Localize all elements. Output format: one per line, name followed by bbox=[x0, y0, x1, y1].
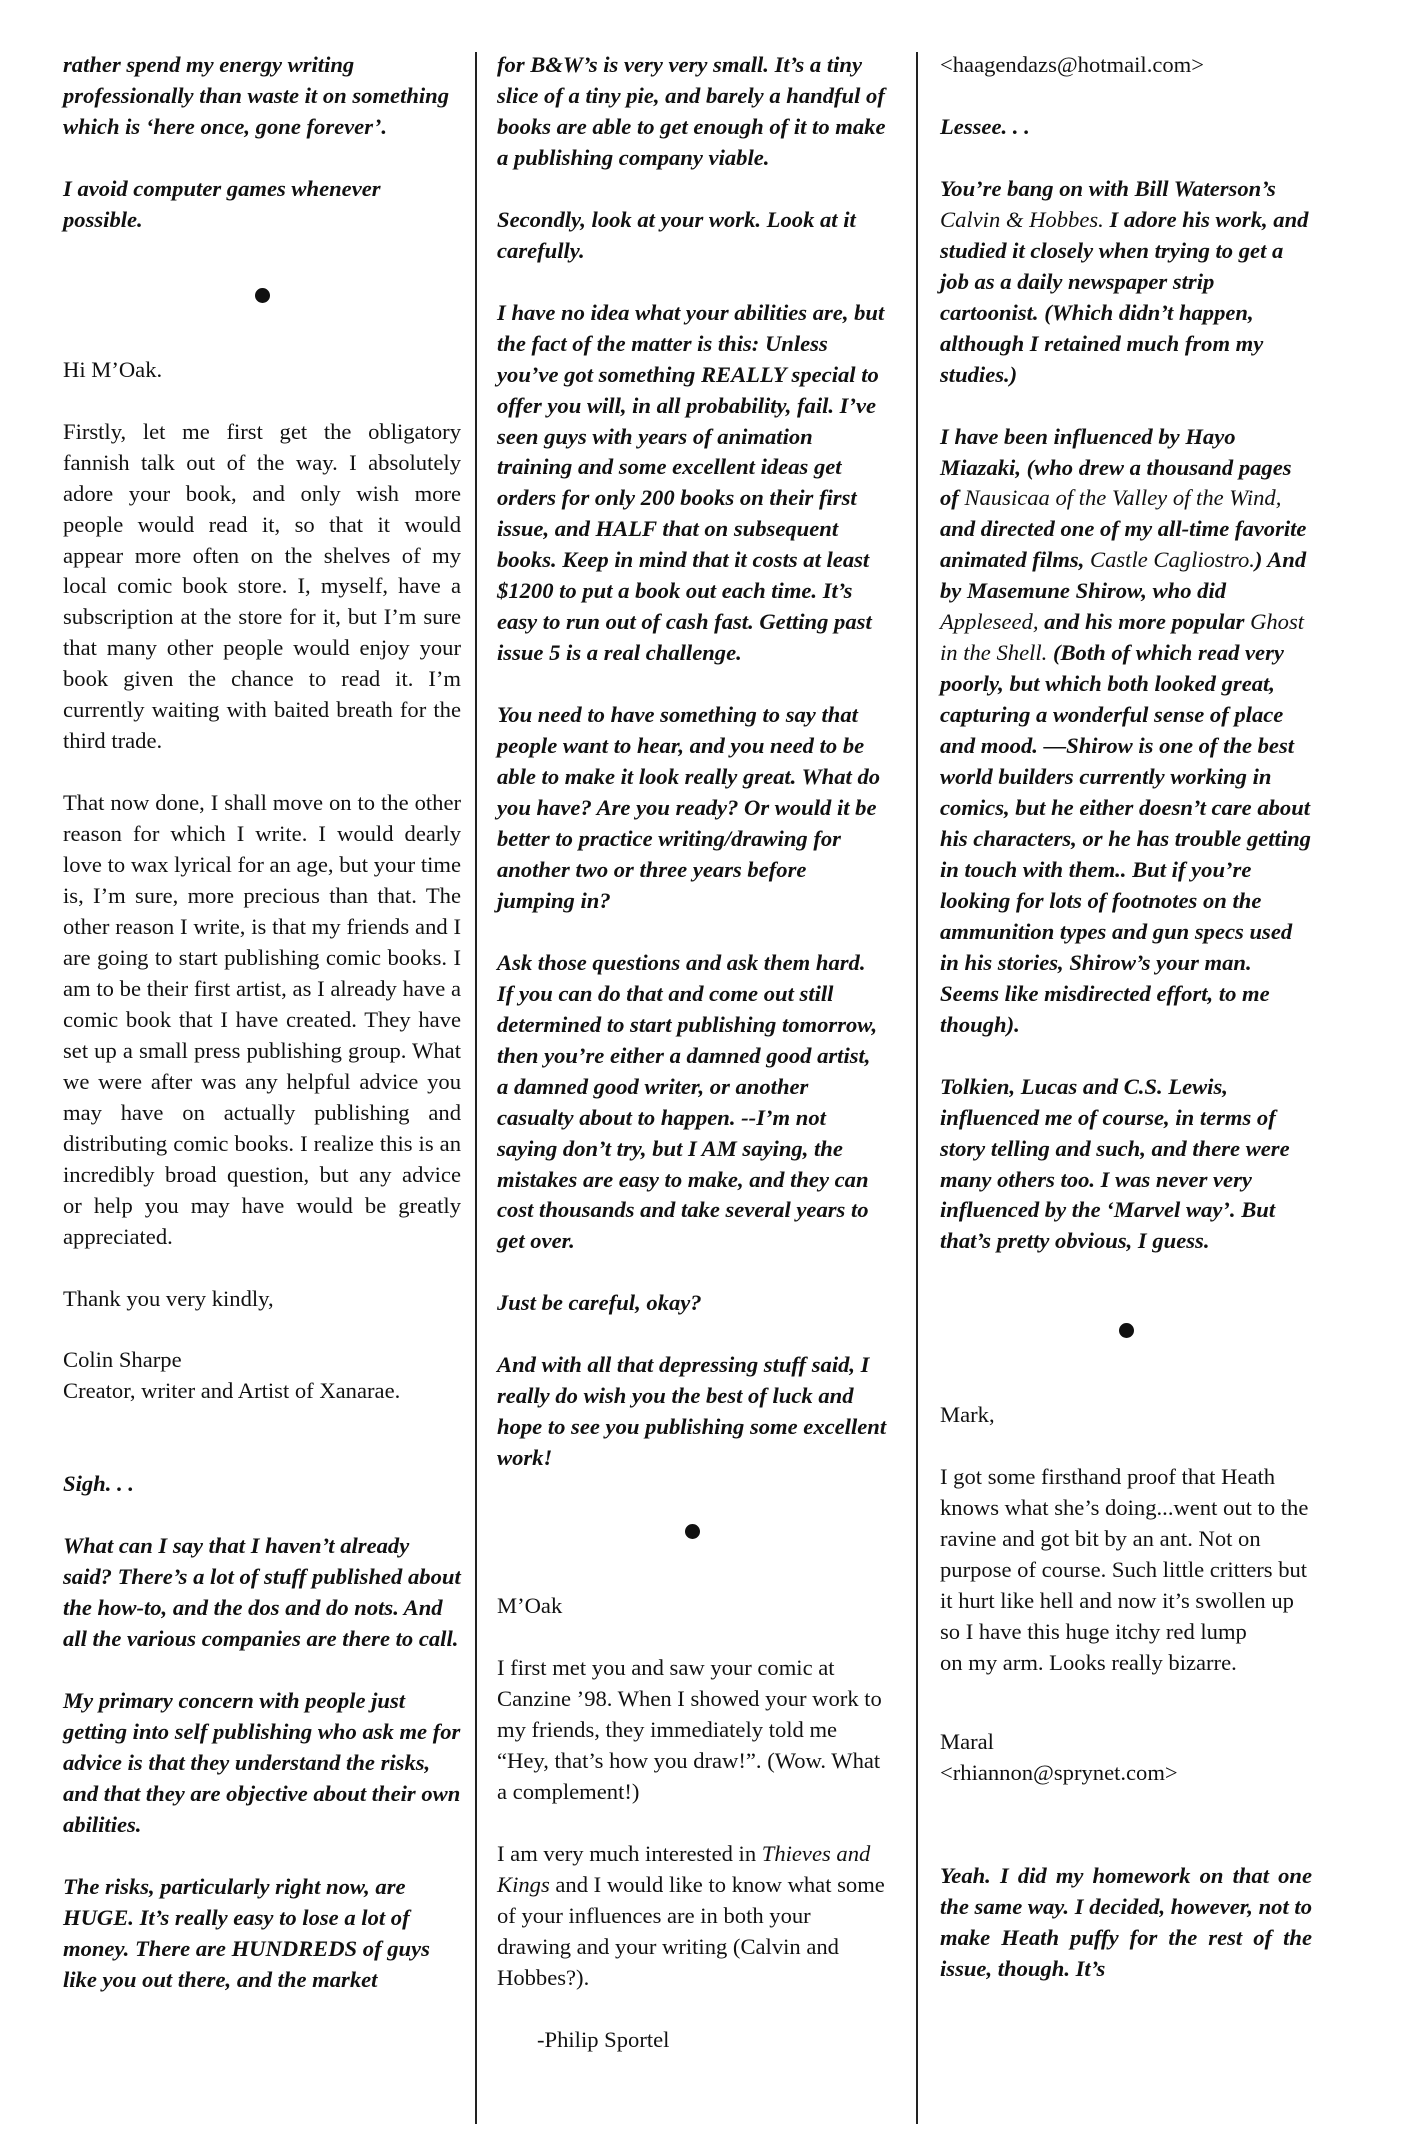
film-title: Castle Cagliostro. bbox=[1090, 547, 1255, 573]
letter-paragraph: I got some firsthand proof that Heath knows what she’s doing...went out to the ravine and got bit by an ant. Not on purpose of course. Such little critters but it hurt like hell and now it’s swollen up so I have this huge itchy red lump on my arm. Looks really bizarre. bbox=[940, 1464, 1309, 1676]
separator-dot-icon bbox=[1119, 1323, 1134, 1338]
letter-paragraph: Firstly, let me first get the obligatory fannish talk out of the way. I absolutely adore your book, and only wish more people would read it, so that it would appear more often on the shelves of my local comic book store. I, myself, have a subscription at the store for it, but I’m sure that many other people would enjoy your book given the chance to read it. I’m currently waiting with baited breath for the third trade. bbox=[63, 418, 461, 754]
editor-reply: Just be careful, okay? bbox=[497, 1290, 702, 1316]
film-title: Nausicaa of the Valley of the Wind, bbox=[964, 485, 1282, 511]
book-title: Thieves and Kings bbox=[497, 1840, 871, 1897]
letter-paragraph: That now done, I shall move on to the other reason for which I write. I would dearly love to wax lyrical for an age, but your time is, I’m sure, more precious than that. The other reason I write, is that my friends and I are going to start publishing comic books. I am to be their first artist, as I already have a comic book that I have created. They have set up a small press publishing group. What we were after was any helpful advice you may have on actually publishing and distributing comic books. I realize this is an incredibly broad question, but any advice or help you may have would be greatly appreciated. bbox=[63, 790, 461, 1249]
editor-reply: You’re bang on with Bill Waterson’s Calvin & Hobbes. I adore his work, and studied it closely when trying to get a job as a daily newspaper strip cartoonist. (Which didn’t happen, although I retained much from my studies.) bbox=[940, 175, 1309, 387]
editor-reply: Lessee. . . bbox=[940, 113, 1030, 139]
editor-reply: You need to have something to say that people want to hear, and you need to be able to make it look really great. What do you have? Are you ready? Or would it be better to practice writing/drawing for another two or three years before jumping in? bbox=[497, 702, 881, 913]
separator-dot-icon bbox=[255, 288, 270, 303]
column-1 bbox=[63, 50, 461, 1996]
editor-reply: Sigh. . . bbox=[63, 1471, 134, 1497]
letter-paragraph: I am very much interested in Thieves and Kings and I would like to know what some of your influences are in both your drawing and your writing (Calvin and Hobbes?). bbox=[497, 1840, 885, 1990]
editor-reply: I have been influenced by Hayo Miazaki, (who drew a thousand pages of Nausicaa of the Valley of the Wind, and directed one of my all-time favorite animated films, Castle Cagliostro.) And by Masemune Shirow, who did Appleseed, and his more popular Ghost in the Shell. (Both of which read very poorly, but which both looked great, capturing a wonderful sense of place and mood. —Shirow is one of the best world builders currently working in comics, but he either doesn’t care about his characters, or he has trouble getting in touch with them.. But if you’re looking for lots of footnotes on the ammunition types and gun specs used in his stories, Shirow’s your man. Seems like misdirected effort, to me though). bbox=[940, 423, 1311, 1037]
column-3 bbox=[940, 50, 1312, 1985]
letter-greeting: M’Oak bbox=[497, 1593, 563, 1619]
editor-reply: I have no idea what your abilities are, but the fact of the matter is this: Unless you’ve got something REALLY special to offer you will, in all probability, fail. I’ve seen guys with years of animation training and some excellent ideas get orders for only 200 books on their first issue, and HALF that on subsequent books. Keep in mind that it costs at least $1200 to put a book out each time. It’s easy to run out of cash fast. Getting past issue 5 is a real challenge. bbox=[497, 299, 885, 666]
comic-title: Ghost in the Shell. bbox=[940, 609, 1305, 666]
column-divider-right bbox=[916, 52, 918, 2124]
separator-dot-icon bbox=[685, 1524, 700, 1539]
editor-reply-games: I avoid computer games whenever possible. bbox=[63, 175, 381, 232]
letter-greeting: Mark, bbox=[940, 1402, 995, 1428]
editor-reply: What can I say that I haven’t already said? There’s a lot of stuff published about the how-to, and the dos and do nots. And all the various companies are there to call. bbox=[63, 1533, 461, 1652]
letter-signature-title: Creator, writer and Artist of Xanarae. bbox=[63, 1378, 401, 1404]
editor-reply: And with all that depressing stuff said, I really do wish you the best of luck and hope to see you publishing some excellent work! bbox=[497, 1352, 887, 1471]
letter-paragraph: I first met you and saw your comic at Canzine ’98. When I showed your work to my friends, they immediately told me “Hey, that’s how you draw!”. (Wow. What a complement!) bbox=[497, 1655, 882, 1804]
editor-reply: Yeah. I did my homework on that one the same way. I decided, however, not to make Heath puffy for the rest of the issue, though. It’s bbox=[940, 1862, 1312, 1981]
editor-reply: Tolkien, Lucas and C.S. Lewis, influenced me of course, in terms of story telling and such, and there were many others too. I was never very influenced by the ‘Marvel way’. But that’s pretty obvious, I guess. bbox=[940, 1073, 1290, 1254]
letter-email: <haagendazs@hotmail.com> bbox=[940, 52, 1204, 77]
editor-reply: Secondly, look at your work. Look at it carefully. bbox=[497, 206, 856, 263]
comic-title: Appleseed, bbox=[940, 609, 1039, 635]
letter-greeting: Hi M’Oak. bbox=[63, 356, 163, 382]
letter-signature: -Philip Sportel bbox=[537, 2026, 670, 2052]
column-divider-left bbox=[475, 52, 477, 2124]
editor-reply-continued: rather spend my energy writing professionally than waste it on something which is ‘here once, gone forever’. bbox=[63, 52, 450, 139]
editor-reply: Ask those questions and ask them hard. If you can do that and come out still determined to start publishing tomorrow, then you’re either a damned good artist, a damned good writer, or another casualty about to happen. --I’m not saying don’t try, but I AM saying, the mistakes are easy to make, and they can cost thousands and take several years to get over. bbox=[497, 949, 878, 1254]
letter-signature-name: Colin Sharpe bbox=[63, 1347, 182, 1373]
column-2 bbox=[497, 50, 887, 2056]
editor-reply: for B&W’s is very very small. It’s a tiny slice of a tiny pie, and barely a handful of books are able to get enough of it to make a publishing company viable. bbox=[497, 52, 886, 170]
letter-closing: Thank you very kindly, bbox=[63, 1285, 274, 1311]
letter-signature-email: <rhiannon@sprynet.com> bbox=[940, 1759, 1178, 1785]
comic-title: Calvin & Hobbes. bbox=[940, 206, 1104, 232]
editor-reply: The risks, particularly right now, are HUGE. It’s really easy to lose a lot of money. There are HUNDREDS of guys like you out there, and the market bbox=[63, 1873, 430, 1992]
editor-reply: My primary concern with people just getting into self publishing who ask me for advice is that they understand the risks, and that they are objective about their own abilities. bbox=[63, 1688, 461, 1837]
letter-signature-name: Maral bbox=[940, 1728, 994, 1754]
